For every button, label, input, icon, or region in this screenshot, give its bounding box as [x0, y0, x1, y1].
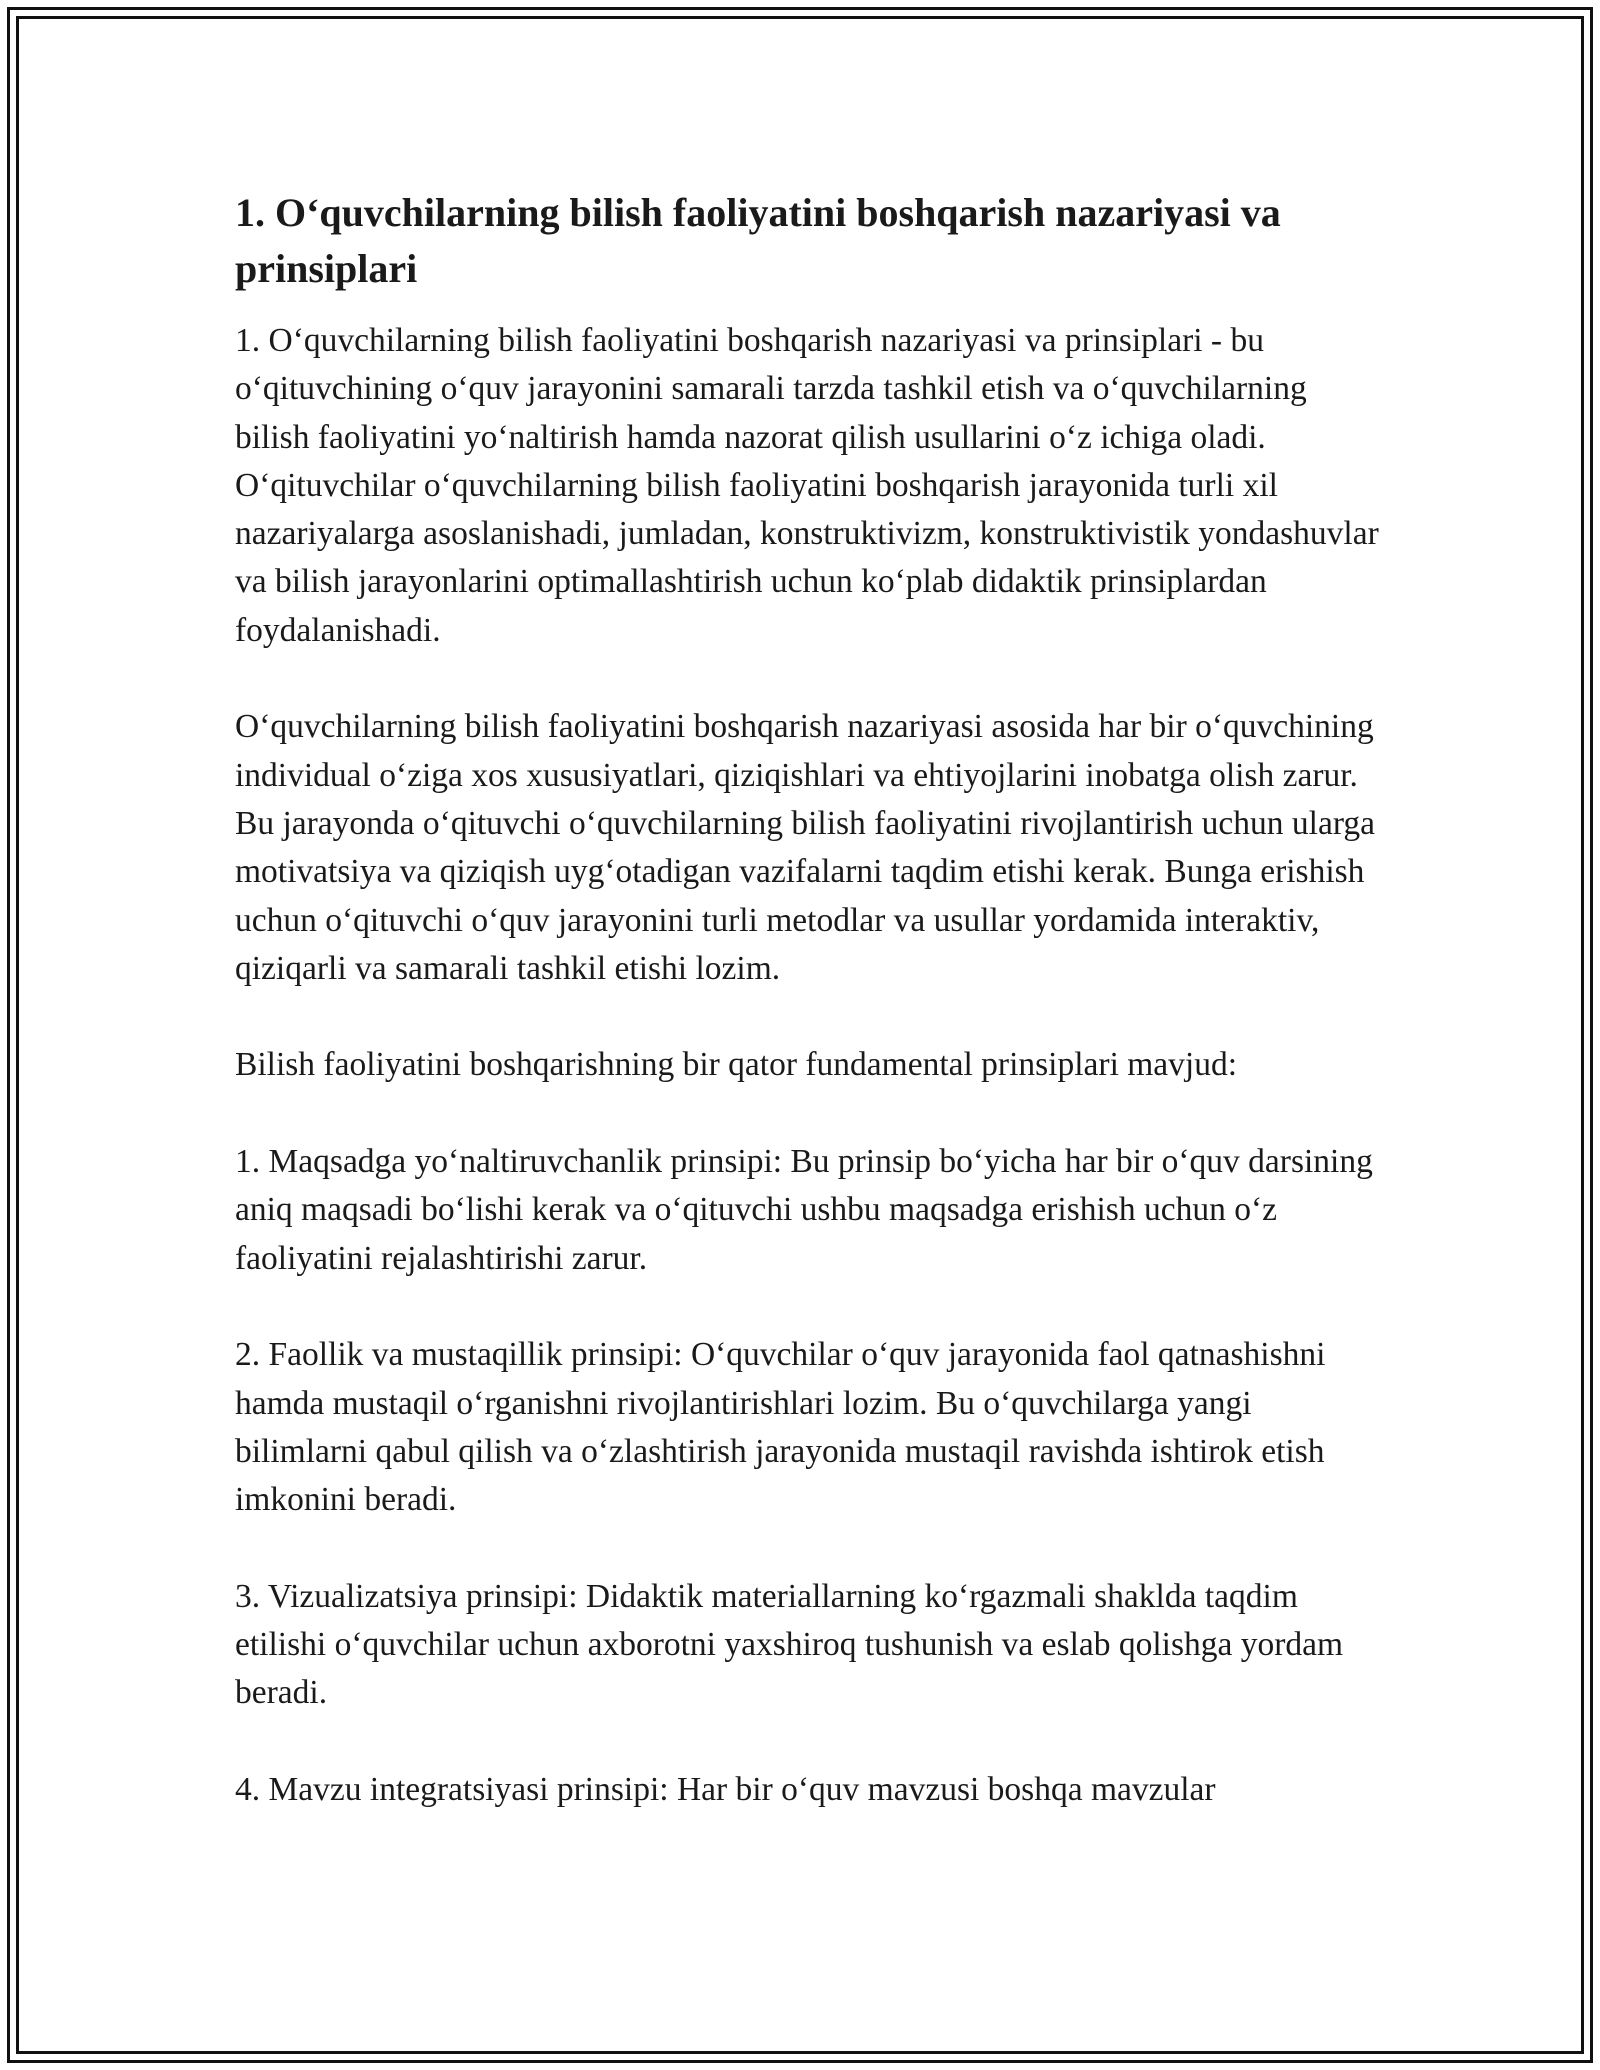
principle-item-1: 1. Maqsadga yo‘naltiruvchanlik prinsipi: Bu prinsip bo‘yicha har bir o‘quv darsining aniq maqsadi bo‘lishi kerak va o‘qituvchi ushbu maqsadga erishish uchun o‘z faoliyatini rejalashtirishi zarur. [235, 1143, 1373, 1277]
principle-item-4: 4. Mavzu integratsiyasi prinsipi: Har bir o‘quv mavzusi boshqa mavzular [235, 1770, 1216, 1808]
principle-item-2: 2. Faollik va mustaqillik prinsipi: O‘quvchilar o‘quv jarayonida faol qatnashishni hamda mustaqil o‘rganishni rivojlantirishlari lozim. Bu o‘quvchilarga yangi bilimlarni qabul qilish va o‘zlashtirish jarayonida mustaqil ravishda ishtirok etish imkonini beradi. [235, 1336, 1326, 1519]
section-heading: 1. O‘quvchilarning bilish faoliyatini boshqarish nazariyasi va prinsiplari [235, 190, 1281, 291]
principles-intro: Bilish faoliyatini boshqarishning bir qator fundamental prinsiplari mavjud: [235, 1046, 1238, 1084]
principle-item-3: 3. Vizualizatsiya prinsipi: Didaktik materiallarning ko‘rgazmali shaklda taqdim etilishi o‘quvchilar uchun axborotni yaxshiroq tushunish va eslab qolishga yordam beradi. [235, 1577, 1344, 1712]
document-body [235, 185, 1380, 1814]
theory-paragraph: O‘quvchilarning bilish faoliyatini boshqarish nazariyasi asosida har bir o‘quvchining individual o‘ziga xos xususiyatlari, qiziqishlari va ehtiyojlarini inobatga olish zarur. Bu jarayonda o‘qituvchi o‘quvchilarning bilish faoliyatini rivojlantirish uchun ularga motivatsiya va qiziqish uyg‘otadigan vazifalarni taqdim etishi kerak. Bunga erishish uchun o‘qituvchi o‘quv jarayonini turli metodlar va usullar yordamida interaktiv, qiziqarli va samarali tashkil etishi lozim. [235, 708, 1375, 987]
intro-paragraph: 1. O‘quvchilarning bilish faoliyatini boshqarish nazariyasi va prinsiplari - bu o‘qituvchining o‘quv jarayonini samarali tarzda tashkil etish va o‘quvchilarning bilish faoliyatini yo‘naltirish hamda nazorat qilish usullarini o‘z ichiga oladi. O‘qituvchilar o‘quvchilarning bilish faoliyatini boshqarish jarayonida turli xil nazariyalarga asoslanishadi, jumladan, konstruktivizm, konstruktivistik yondashuvlar va bilish jarayonlarini optimallashtirish uchun ko‘plab didaktik prinsiplardan foydalanishadi. [235, 322, 1379, 649]
